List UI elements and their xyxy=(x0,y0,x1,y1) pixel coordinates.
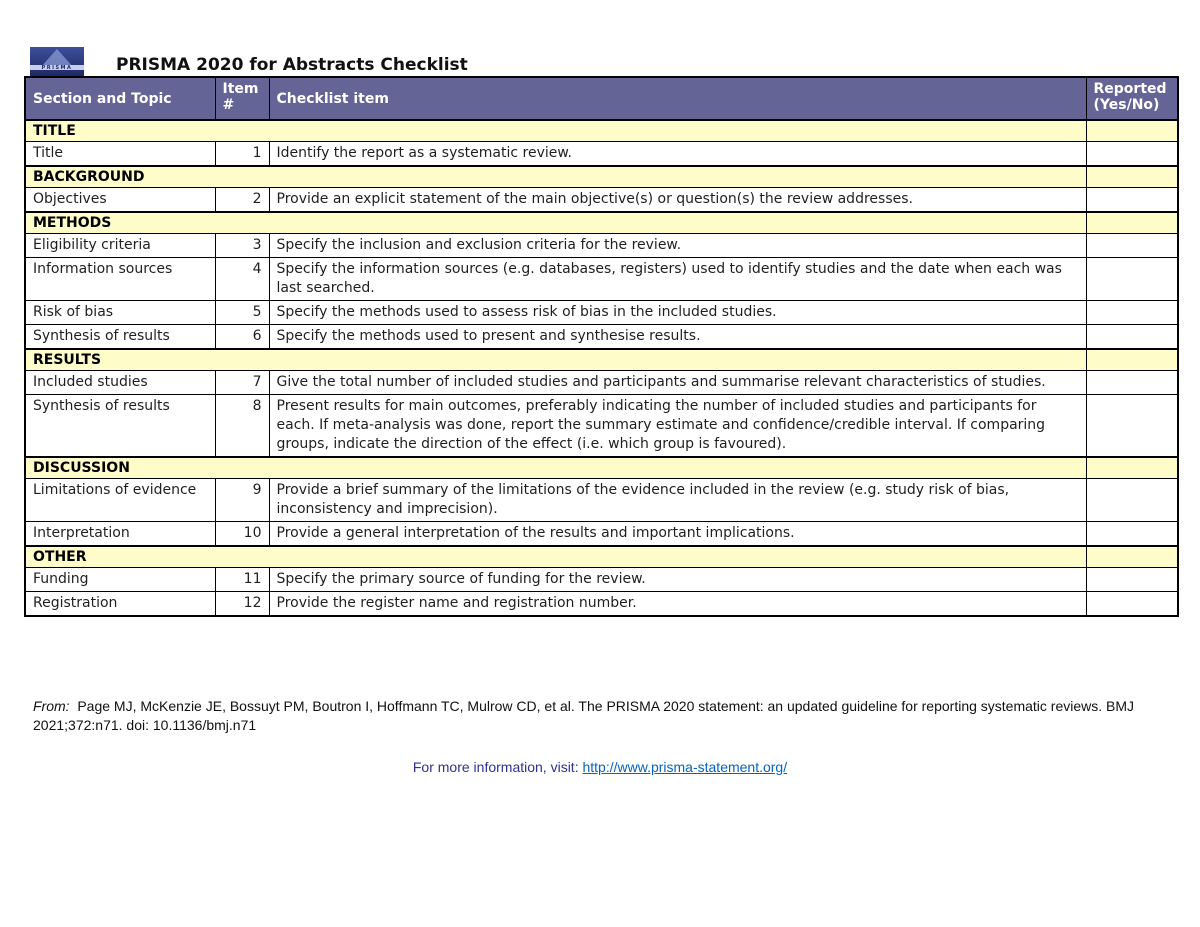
prisma-logo xyxy=(30,47,84,76)
section-reported-cell xyxy=(1086,212,1178,234)
checklist-item-cell: Provide a general interpretation of the results and important implications. xyxy=(269,522,1086,547)
table-row xyxy=(25,301,1178,325)
topic-cell: Included studies xyxy=(25,371,215,395)
section-reported-cell xyxy=(1086,457,1178,479)
reported-cell[interactable] xyxy=(1086,258,1178,301)
section-row xyxy=(25,212,1178,234)
table-row xyxy=(25,325,1178,350)
item-number-cell: 8 xyxy=(215,395,269,458)
section-row xyxy=(25,546,1178,568)
section-label: DISCUSSION xyxy=(25,457,1086,479)
svg-text:PRISMA: PRISMA xyxy=(41,65,73,71)
section-label: METHODS xyxy=(25,212,1086,234)
checklist-item-cell: Provide an explicit statement of the main objective(s) or question(s) the review addresses. xyxy=(269,188,1086,213)
table-row xyxy=(25,234,1178,258)
checklist-item-cell: Specify the methods used to present and synthesise results. xyxy=(269,325,1086,350)
section-row xyxy=(25,349,1178,371)
item-number-cell: 11 xyxy=(215,568,269,592)
section-reported-cell xyxy=(1086,166,1178,188)
item-number-cell: 1 xyxy=(215,142,269,167)
checklist-item-cell: Specify the primary source of funding for the review. xyxy=(269,568,1086,592)
more-info-line xyxy=(0,759,1200,775)
item-number-cell: 10 xyxy=(215,522,269,547)
section-reported-cell xyxy=(1086,546,1178,568)
topic-cell: Objectives xyxy=(25,188,215,213)
topic-cell: Limitations of evidence xyxy=(25,479,215,522)
topic-cell: Interpretation xyxy=(25,522,215,547)
table-row xyxy=(25,371,1178,395)
reported-cell[interactable] xyxy=(1086,142,1178,167)
topic-cell: Registration xyxy=(25,592,215,617)
checklist-item-cell: Specify the information sources (e.g. databases, registers) used to identify studies and the date when each was last searched. xyxy=(269,258,1086,301)
table-row xyxy=(25,395,1178,458)
prisma-website-link[interactable]: http://www.prisma-statement.org/ xyxy=(582,759,788,775)
table-header-row xyxy=(25,77,1178,120)
checklist-item-cell: Specify the inclusion and exclusion criteria for the review. xyxy=(269,234,1086,258)
reported-cell[interactable] xyxy=(1086,522,1178,547)
item-number-cell: 7 xyxy=(215,371,269,395)
citation-text: Page MJ, McKenzie JE, Bossuyt PM, Boutron I, Hoffmann TC, Mulrow CD, et al. The PRISMA 2020 statement: an updated guideline for reporting systematic reviews. BMJ 2021;372:n71. doi: 10.1136/bmj.n71 xyxy=(33,698,1135,733)
section-reported-cell xyxy=(1086,120,1178,142)
table-row xyxy=(25,188,1178,213)
checklist-body xyxy=(25,120,1178,616)
item-number-cell: 5 xyxy=(215,301,269,325)
item-number-cell: 9 xyxy=(215,479,269,522)
section-reported-cell xyxy=(1086,349,1178,371)
section-label: OTHER xyxy=(25,546,1086,568)
section-row xyxy=(25,166,1178,188)
table-row xyxy=(25,258,1178,301)
topic-cell: Funding xyxy=(25,568,215,592)
checklist-item-cell: Identify the report as a systematic review. xyxy=(269,142,1086,167)
page-title: PRISMA 2020 for Abstracts Checklist xyxy=(116,55,468,75)
section-label: TITLE xyxy=(25,120,1086,142)
column-header-item-number: Item # xyxy=(215,77,269,120)
table-row xyxy=(25,592,1178,617)
table-row xyxy=(25,568,1178,592)
item-number-cell: 3 xyxy=(215,234,269,258)
reported-cell[interactable] xyxy=(1086,234,1178,258)
topic-cell: Risk of bias xyxy=(25,301,215,325)
checklist-table xyxy=(24,76,1179,617)
section-label: RESULTS xyxy=(25,349,1086,371)
checklist-item-cell: Present results for main outcomes, preferably indicating the number of included studies and participants for each. If meta-analysis was done, report the summary estimate and confidence/credible interval. If comparing groups, indicate the direction of the effect (i.e. which group is favoured). xyxy=(269,395,1086,458)
column-header-reported: Reported (Yes/No) xyxy=(1086,77,1178,120)
citation-from-label: From: xyxy=(33,698,70,714)
section-row xyxy=(25,120,1178,142)
more-info-text: For more information, visit: xyxy=(412,759,579,775)
reported-cell[interactable] xyxy=(1086,301,1178,325)
section-row xyxy=(25,457,1178,479)
topic-cell: Information sources xyxy=(25,258,215,301)
reported-cell[interactable] xyxy=(1086,395,1178,458)
topic-cell: Synthesis of results xyxy=(25,395,215,458)
reported-cell[interactable] xyxy=(1086,325,1178,350)
reported-cell[interactable] xyxy=(1086,479,1178,522)
topic-cell: Eligibility criteria xyxy=(25,234,215,258)
topic-cell: Title xyxy=(25,142,215,167)
column-header-checklist-item: Checklist item xyxy=(269,77,1086,120)
item-number-cell: 2 xyxy=(215,188,269,213)
reported-cell[interactable] xyxy=(1086,188,1178,213)
checklist-item-cell: Provide a brief summary of the limitations of the evidence included in the review (e.g. study risk of bias, inconsistency and imprecision). xyxy=(269,479,1086,522)
item-number-cell: 12 xyxy=(215,592,269,617)
column-header-section-topic: Section and Topic xyxy=(25,77,215,120)
item-number-cell: 4 xyxy=(215,258,269,301)
citation xyxy=(33,697,1173,735)
table-row xyxy=(25,522,1178,547)
reported-cell[interactable] xyxy=(1086,371,1178,395)
topic-cell: Synthesis of results xyxy=(25,325,215,350)
reported-cell[interactable] xyxy=(1086,568,1178,592)
table-row xyxy=(25,142,1178,167)
item-number-cell: 6 xyxy=(215,325,269,350)
checklist-item-cell: Give the total number of included studies and participants and summarise relevant characteristics of studies. xyxy=(269,371,1086,395)
section-label: BACKGROUND xyxy=(25,166,1086,188)
checklist-item-cell: Specify the methods used to assess risk of bias in the included studies. xyxy=(269,301,1086,325)
reported-cell[interactable] xyxy=(1086,592,1178,617)
checklist-item-cell: Provide the register name and registration number. xyxy=(269,592,1086,617)
table-row xyxy=(25,479,1178,522)
